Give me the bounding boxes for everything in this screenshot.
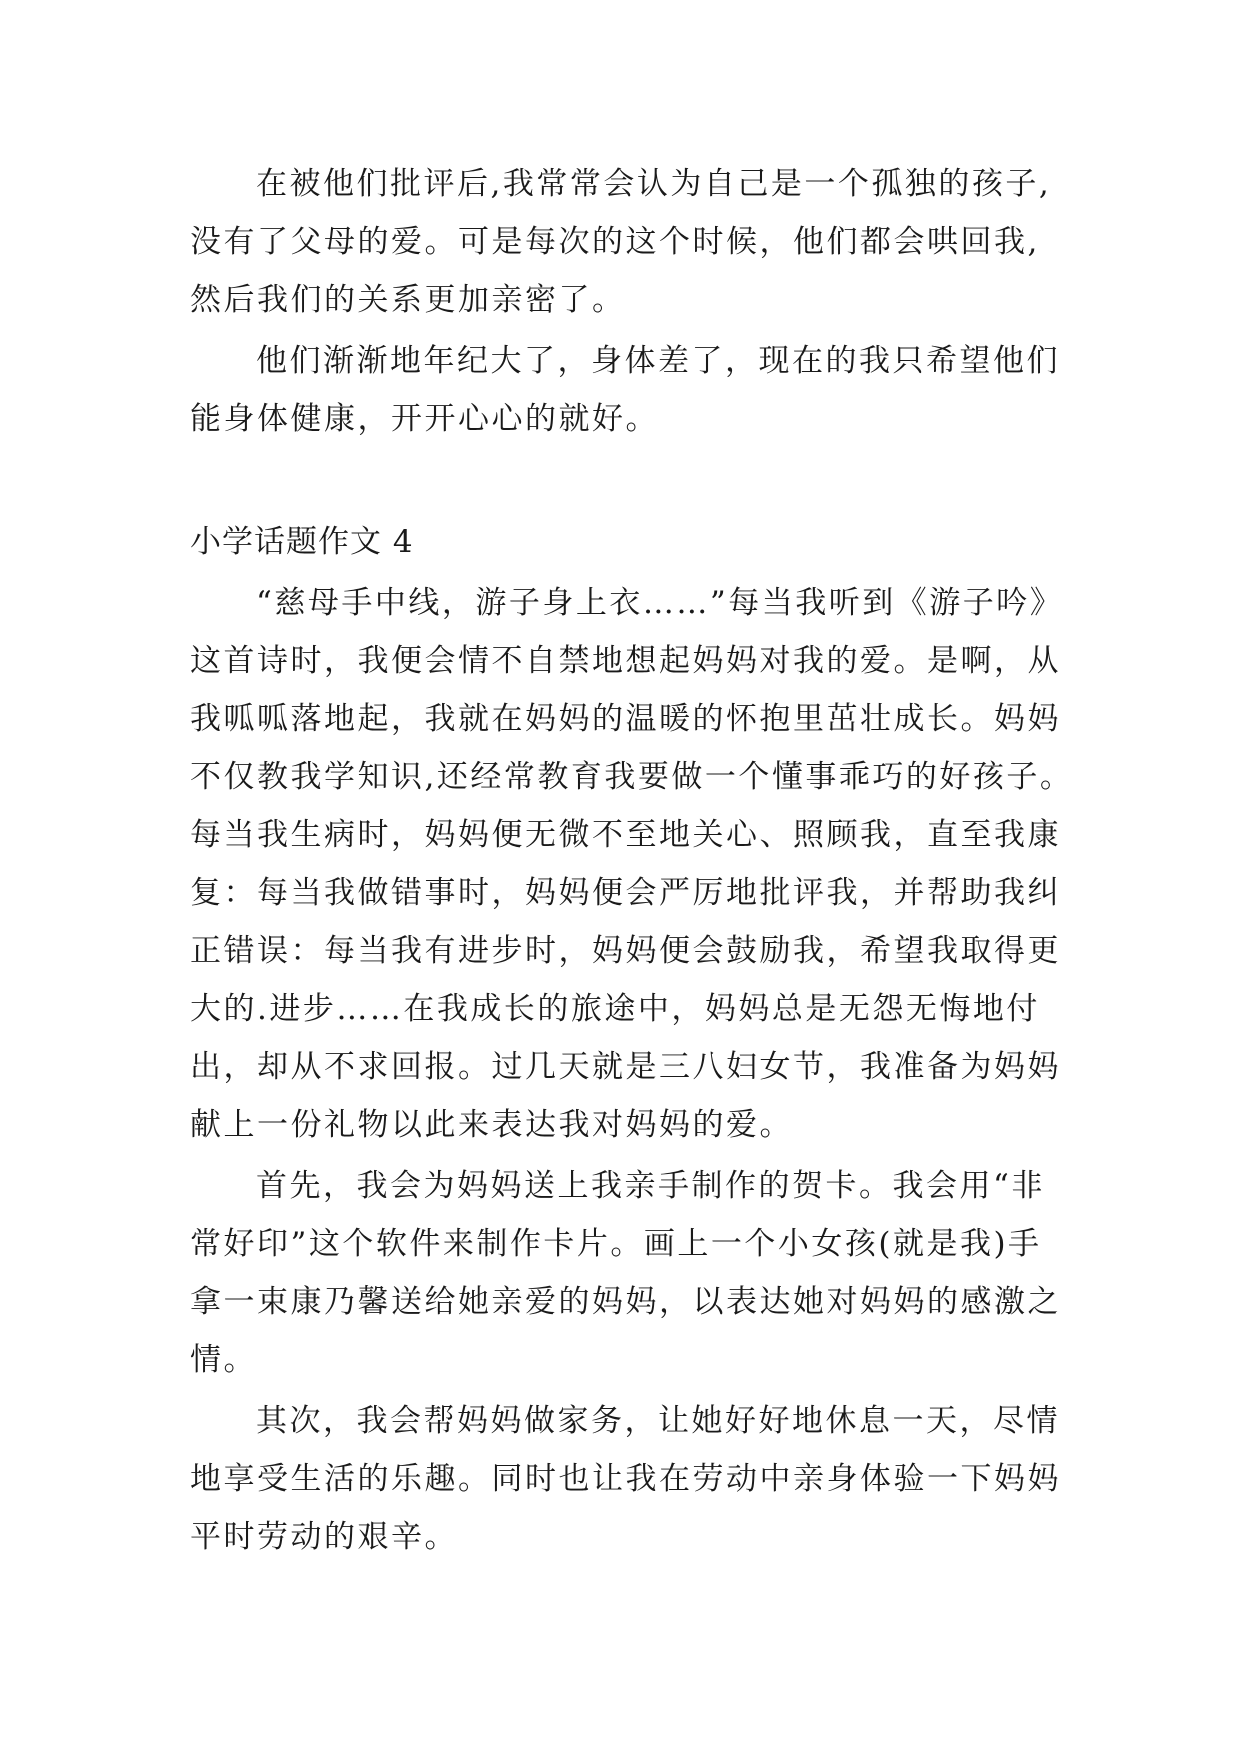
text-line: 这首诗时，我便会情不自禁地想起妈妈对我的爱。是啊，从 bbox=[190, 643, 1061, 679]
text-line: 在被他们批评后,我常常会认为自己是一个孤独的孩子, bbox=[256, 166, 1052, 202]
text-line: 复：每当我做错事时，妈妈便会严厉地批评我，并帮助我纠 bbox=[190, 875, 1061, 911]
text-line: 出，却从不求回报。过几天就是三八妇女节，我准备为妈妈 bbox=[190, 1049, 1061, 1085]
text-line: 每当我生病时，妈妈便无微不至地关心、照顾我，直至我康 bbox=[190, 817, 1061, 853]
paragraph-3 bbox=[190, 574, 1074, 1154]
text-line: 献上一份礼物以此来表达我对妈妈的爱。 bbox=[190, 1107, 793, 1143]
text-line: “慈母手中线，游子身上衣……”每当我听到《游子吟》 bbox=[256, 585, 1064, 621]
document-body bbox=[190, 155, 1074, 1569]
paragraph-4 bbox=[190, 1157, 1061, 1389]
text-line: 地享受生活的乐趣。同时也让我在劳动中亲身体验一下妈妈 bbox=[190, 1461, 1061, 1497]
text-line: 能身体健康，开开心心的就好。 bbox=[190, 401, 659, 437]
text-line: 他们渐渐地年纪大了，身体差了，现在的我只希望他们 bbox=[256, 343, 1060, 379]
text-line: 平时劳动的艰辛。 bbox=[190, 1519, 458, 1555]
text-line: 其次，我会帮妈妈做家务，让她好好地休息一天，尽情 bbox=[256, 1403, 1060, 1439]
text-line: 没有了父母的爱。可是每次的这个时候，他们都会哄回我, bbox=[190, 224, 1040, 260]
section-heading: 小学话题作文 4 bbox=[190, 524, 414, 560]
section-spacer bbox=[190, 451, 1050, 513]
text-line: 拿一束康乃馨送给她亲爱的妈妈，以表达她对妈妈的感激之 bbox=[190, 1284, 1061, 1320]
text-line: 我呱呱落地起，我就在妈妈的温暖的怀抱里茁壮成长。妈妈 bbox=[190, 701, 1061, 737]
text-line: 情。 bbox=[190, 1342, 257, 1378]
text-line: 正错误：每当我有进步时，妈妈便会鼓励我，希望我取得更 bbox=[190, 933, 1061, 969]
text-line: 首先，我会为妈妈送上我亲手制作的贺卡。我会用“非 bbox=[256, 1168, 1045, 1204]
section-heading-block bbox=[190, 513, 1050, 571]
paragraph-1 bbox=[190, 155, 1050, 329]
text-line: 不仅教我学知识,还经常教育我要做一个懂事乖巧的好孩子。 bbox=[190, 759, 1074, 795]
text-line: 然后我们的关系更加亲密了。 bbox=[190, 282, 626, 318]
paragraph-5 bbox=[190, 1392, 1061, 1566]
text-line: 常好印”这个软件来制作卡片。画上一个小女孩(就是我)手 bbox=[190, 1226, 1042, 1262]
text-line: 大的.进步……在我成长的旅途中，妈妈总是无怨无悔地付 bbox=[190, 991, 1040, 1027]
paragraph-2 bbox=[190, 332, 1060, 448]
